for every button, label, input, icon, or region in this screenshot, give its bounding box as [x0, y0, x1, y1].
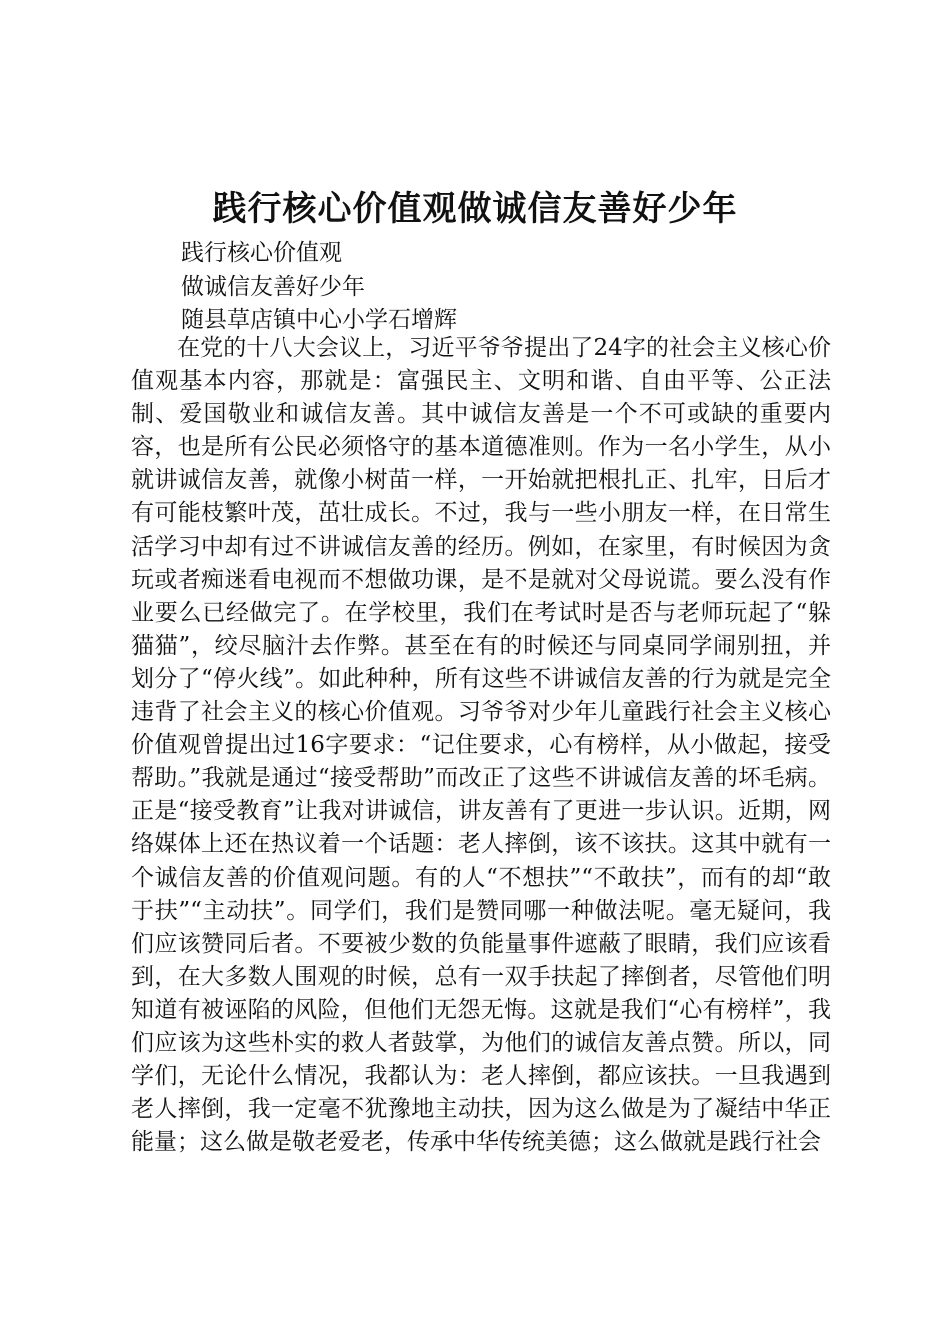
- body-paragraph: 在党的十八大会议上，习近平爷爷提出了24字的社会主义核心价值观基本内容，那就是：富强民主、文明和谐、自由平等、公正法制、爱国敬业和诚信友善。其中诚信友善是一个不可或缺的重要内容，也是所有公民必须恪守的基本道德准则。作为一名小学生，从小就讲诚信友善，就像小树苗一样，一开始就把根扎正、扎牢，日后才有可能枝繁叶茂，茁壮成长。不过，我与一些小朋友一样，在日常生活学习中却有过不讲诚信友善的经历。例如，在家里，有时候因为贪玩或者痴迷看电视而不想做功课，是不是就对父母说谎。要么没有作业要么已经做完了。在学校里，我们在考试时是否与老师玩起了“躲猫猫”，绞尽脑汁去作弊。甚至在有的时候还与同桌同学闹别扭，并划分了“停火线”。如此种种，所有这些不讲诚信友善的行为就是完全违背了社会主义的核心价值观。习爷爷对少年儿童践行社会主义核心价值观曾提出过16字要求：“记住要求，心有榜样，从小做起，接受帮助。”我就是通过“接受帮助”而改正了这些不讲诚信友善的坏毛病。正是“接受教育”让我对讲诚信，讲友善有了更进一步认识。近期，网络媒体上还在热议着一个话题：老人摔倒，该不该扶。这其中就有一个诚信友善的价值观问题。有的人“不想扶”“不敢扶”，而有的却“敢于扶”“主动扶”。同学们，我们是赞同哪一种做法呢。毫无疑问，我们应该赞同后者。不要被少数的负能量事件遮蔽了眼睛，我们应该看到，在大多数人围观的时候，总有一双手扶起了摔倒者，尽管他们明知道有被诬陷的风险，但他们无怨无悔。这就是我们“心有榜样”，我们应该为这些朴实的救人者鼓掌，为他们的诚信友善点赞。所以，同学们，无论什么情况，我都认为：老人摔倒，都应该扶。一旦我遇到老人摔倒，我一定毫不犹豫地主动扶，因为这么做是为了凝结中华正能量；这么做是敬老爱老，传承中华传统美德；这么做就是践行社会: [131, 335, 831, 1156]
- document-title: 践行核心价值观做诚信友善好少年: [212, 189, 738, 229]
- subtitle-line-1: 践行核心价值观: [181, 240, 342, 266]
- subtitle-line-2: 做诚信友善好少年: [181, 274, 365, 300]
- author-line: 随县草店镇中心小学石增辉: [181, 307, 457, 333]
